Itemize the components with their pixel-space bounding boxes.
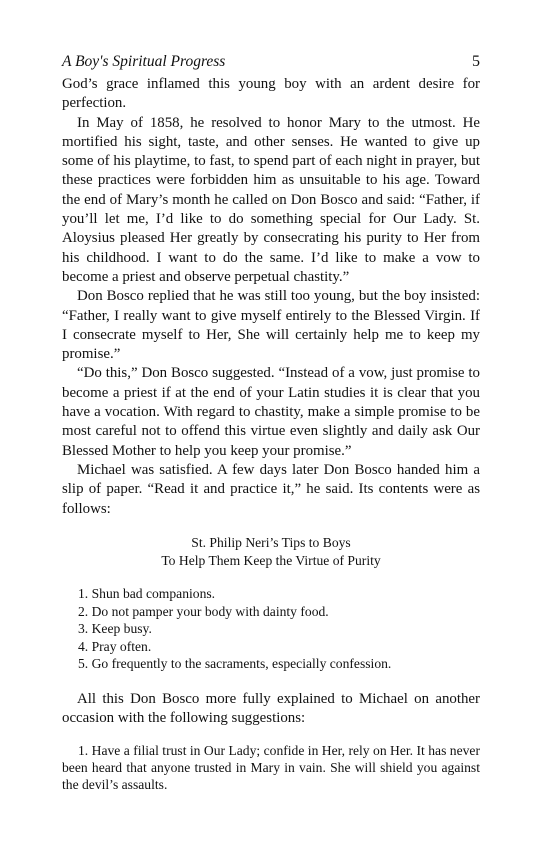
- paragraph-5: Michael was satisfied. A few days later Don Bosco handed him a slip of paper. “Read it and practice it,” he said. Its contents were as follows:: [62, 461, 480, 517]
- running-title: A Boy's Spiritual Progress: [62, 53, 226, 70]
- tips-heading-line-2: To Help Them Keep the Virtue of Purity: [161, 553, 381, 569]
- page-number: 5: [472, 53, 480, 70]
- suggestion-1: 1. Have a filial trust in Our Lady; confide in Her, rely on Her. It has never been heard that anyone trusted in Mary in vain. She will shield you against the devil’s assaults.: [62, 742, 480, 793]
- running-head: [62, 52, 480, 72]
- list-item: 5. Go frequently to the sacraments, especially confession.: [78, 656, 392, 672]
- paragraph-2: In May of 1858, he resolved to honor Mary to the utmost. He mortified his sight, taste, and other senses. He wanted to give up some of his playtime, to fast, to spend part of each night in prayer, but these practices were forbidden him as unsuitable to his age. Toward the end of Mary’s month he called on Don Bosco and said: “Father, if you’ll let me, I’d like to do something special for Our Lady. St. Aloysius pleased Her greatly by consecrating his purity to Her from his childhood. I want to do the same. I’d like to make a vow to become a priest and observe perpetual chastity.”: [62, 114, 480, 285]
- paragraph-3: Don Bosco replied that he was still too young, but the boy insisted: “Father, I really want to give myself entirely to the Blessed Virgin. If I consecrate myself to Her, She will certainly help me to keep my promise.”: [62, 288, 480, 363]
- paragraph-after-tips: All this Don Bosco more fully explained to Michael on another occasion with the following suggestions:: [62, 690, 480, 727]
- paragraph-4: “Do this,” Don Bosco suggested. “Instead of a vow, just promise to become a priest if at the end of your Latin studies it is clear that you have a vocation. With regard to chastity, make a simple promise to be most careful not to offend this virtue even slightly and daily ask Our Blessed Mother to help you keep your promise.”: [62, 365, 480, 459]
- tips-list: [62, 585, 480, 673]
- list-item: 4. Pray often.: [78, 638, 152, 654]
- list-item: 1. Shun bad companions.: [78, 586, 216, 602]
- tips-heading: [62, 534, 480, 571]
- list-item: 3. Keep busy.: [78, 621, 152, 637]
- page-body: [62, 75, 480, 794]
- list-item: 2. Do not pamper your body with dainty food.: [78, 603, 329, 619]
- paragraph-1: God’s grace inflamed this young boy with an ardent desire for perfection.: [62, 76, 480, 112]
- tips-heading-line-1: St. Philip Neri’s Tips to Boys: [191, 534, 351, 550]
